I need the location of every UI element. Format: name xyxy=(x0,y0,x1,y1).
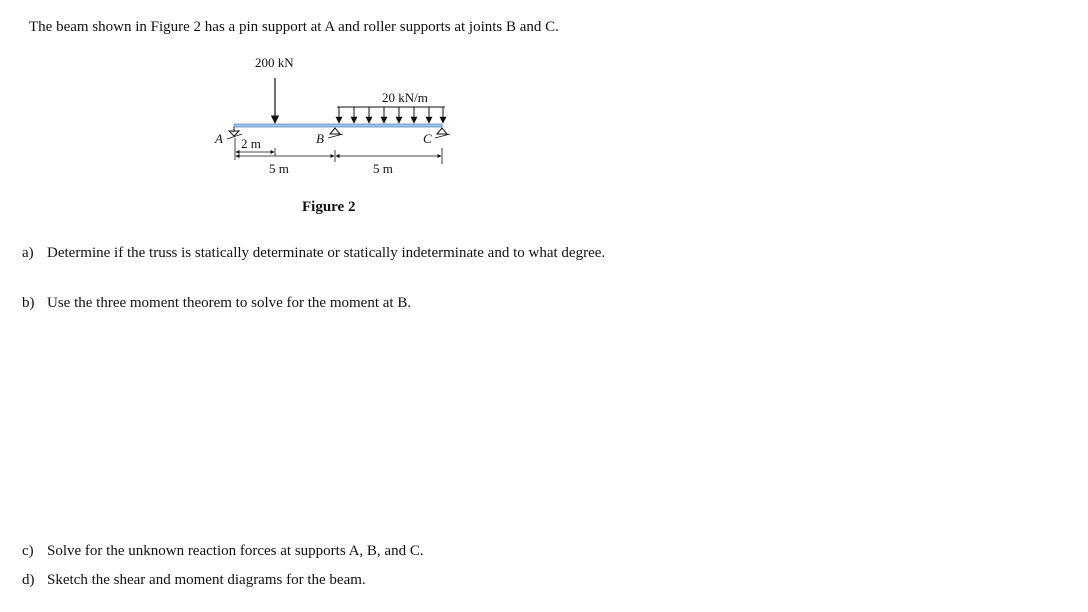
question-text: Use the three moment theorem to solve for the moment at B. xyxy=(47,295,412,311)
point-load-label: 200 kN xyxy=(255,55,294,70)
support-c-label: C xyxy=(423,131,432,146)
question-c xyxy=(22,541,632,563)
problem-intro: The beam shown in Figure 2 has a pin support at A and roller supports at joints B and C. xyxy=(29,19,559,35)
question-label: b) xyxy=(22,295,35,311)
question-a xyxy=(22,243,632,287)
roller-support-c xyxy=(435,128,450,138)
support-a-label: A xyxy=(215,131,223,146)
dimension-lines xyxy=(235,138,442,164)
question-b xyxy=(22,293,632,315)
beam-diagram xyxy=(205,52,465,182)
dim-b-to-c-label: 5 m xyxy=(373,161,393,176)
question-label: c) xyxy=(22,543,34,559)
question-label: d) xyxy=(22,572,35,588)
question-text: Determine if the truss is statically determinate or statically indeterminate and to what degree. xyxy=(47,245,606,261)
pin-support-a xyxy=(227,127,242,139)
question-text: Sketch the shear and moment diagrams for the beam. xyxy=(47,572,366,588)
dim-a-to-load-label: 2 m xyxy=(241,136,261,151)
beam-figure xyxy=(205,52,465,182)
question-d xyxy=(22,570,632,592)
distributed-load-label: 20 kN/m xyxy=(382,90,428,105)
beam xyxy=(234,124,442,127)
question-text: Solve for the unknown reaction forces at supports A, B, and C. xyxy=(47,543,424,559)
question-label: a) xyxy=(22,245,34,261)
figure-caption: Figure 2 xyxy=(302,199,356,215)
roller-support-b xyxy=(328,128,343,138)
support-b-label: B xyxy=(316,131,324,146)
dim-a-to-b-label: 5 m xyxy=(269,161,289,176)
distributed-load-arrows xyxy=(337,107,445,123)
